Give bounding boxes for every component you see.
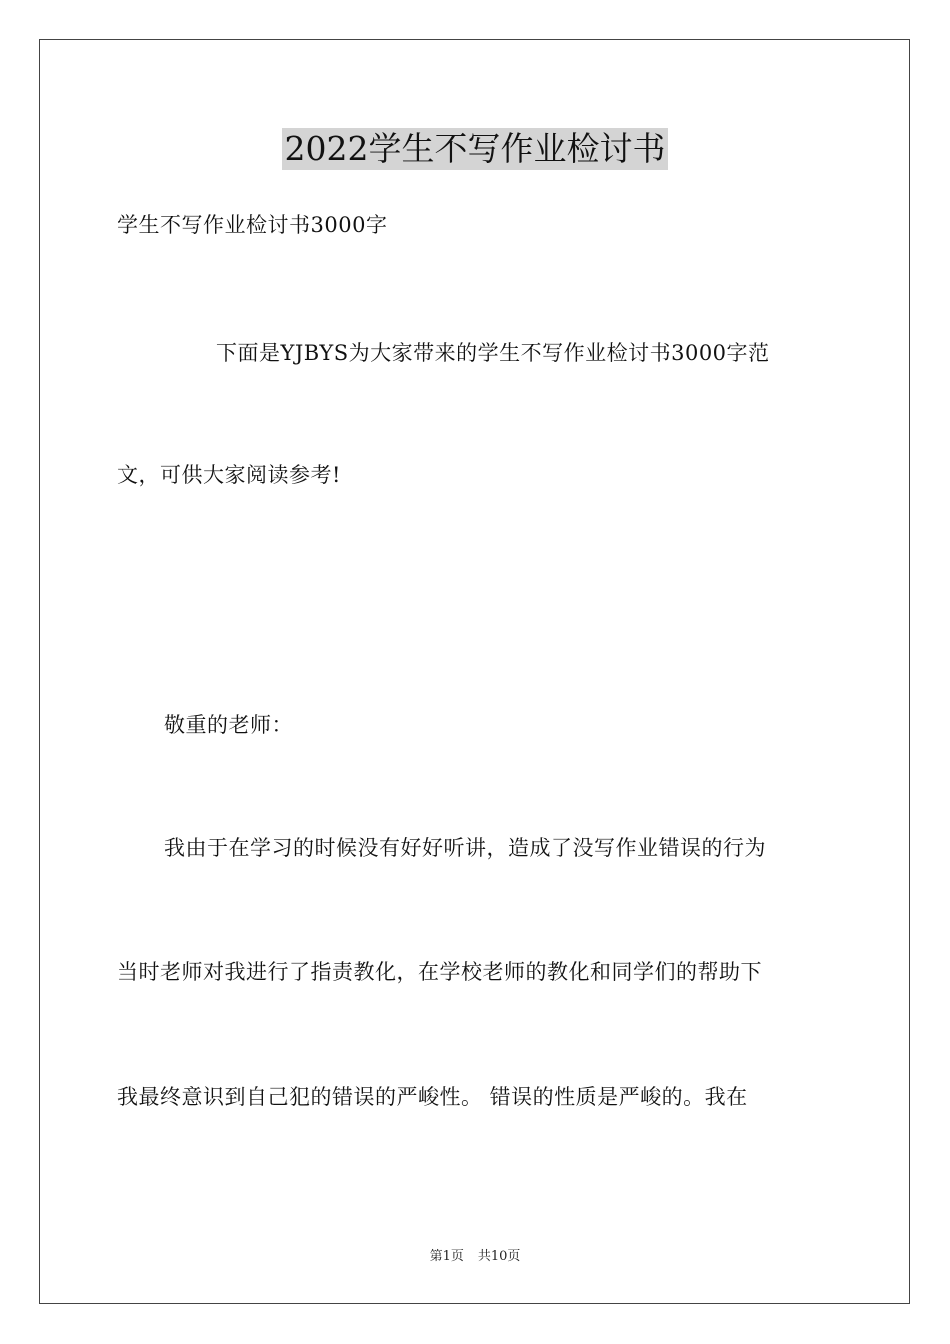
salutation: 敬重的老师：	[164, 713, 293, 737]
body-line-2: 当时老师对我进行了指责教化，在学校老师的教化和同学们的帮助下	[117, 960, 762, 984]
intro-line-2: 文，可供大家阅读参考!	[117, 463, 341, 487]
page-number-total: 共10页	[477, 1249, 521, 1264]
page-number-current: 第1页	[429, 1249, 464, 1264]
document-title	[0, 128, 950, 170]
document-subtitle: 学生不写作业检讨书3000字	[117, 213, 388, 237]
body-line-1: 我由于在学习的时候没有好好听讲，造成了没写作业错误的行为	[164, 836, 766, 860]
body-line-3: 我最终意识到自己犯的错误的严峻性。 错误的性质是严峻的。我在	[117, 1085, 748, 1109]
document-title-text: 2022学生不写作业检讨书	[282, 128, 669, 170]
intro-line-1: 下面是YJBYS为大家带来的学生不写作业检讨书3000字范	[216, 341, 770, 365]
page-footer	[0, 1249, 950, 1265]
